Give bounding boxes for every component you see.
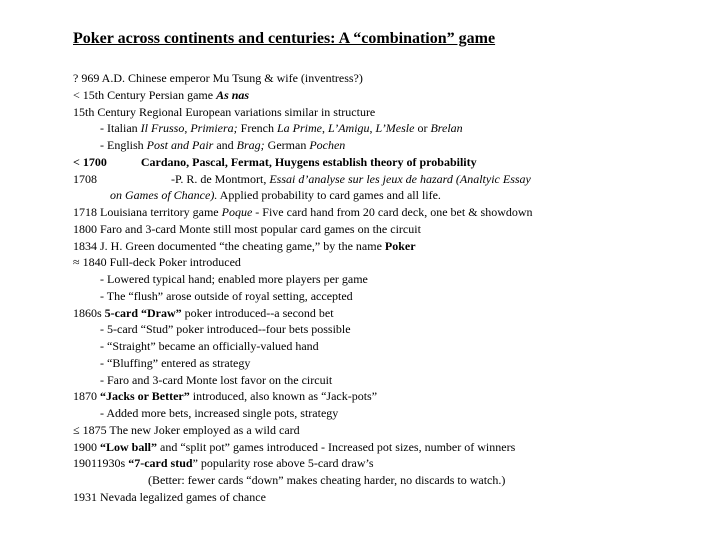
line-text: Cardano, Pascal, Fermat, Huygens establish theory of probability — [140, 154, 477, 169]
line-european: 15th Century Regional European variations similar in structure — [73, 104, 376, 119]
line-text: - English — [100, 138, 147, 152]
line-text: or — [414, 121, 431, 136]
line-text: introduced, also known as “Jack-pots” — [189, 389, 378, 404]
line-jacks — [73, 388, 713, 405]
game-name: Poque — [221, 205, 253, 219]
line-text: - Italian — [100, 121, 141, 136]
as-nas-term: As nas — [216, 87, 250, 102]
line-full-deck: ≈ 1840 Full-deck Poker introduced — [73, 255, 241, 270]
line-text: ” popularity rose above 5-card draw’s — [192, 456, 374, 471]
line-text: Applied probability to card games and all life. — [217, 188, 441, 203]
line-lowered: - Lowered typical hand; enabled more players per game — [100, 272, 368, 286]
game-name: Brelan — [430, 121, 463, 136]
line-nevada: 1931 Nevada legalized games of chance — [73, 489, 266, 504]
line-text: , — [184, 121, 191, 136]
line-italian-french — [73, 120, 713, 137]
line-text: -P. R. de Montmort, — [171, 171, 270, 186]
game-name: “Jacks or Better” — [100, 389, 190, 404]
game-name: “Low ball” — [100, 439, 158, 454]
year-label: 1708 — [73, 171, 97, 186]
line-faro: 1800 Faro and 3-card Monte still most popular card games on the circuit — [73, 221, 421, 236]
line-text: poker introduced--a second bet — [181, 305, 334, 320]
line-text: - Five card hand from 20 card deck, one bet & showdown — [252, 205, 533, 219]
line-louisiana — [73, 204, 713, 221]
game-name: Il Frusso — [140, 121, 185, 136]
game-name: L’Mesle — [375, 121, 415, 136]
game-name: L’Amigu — [327, 121, 370, 136]
line-text: and “split pot” games introduced - Increased pot sizes, number of winners — [157, 439, 516, 454]
timeline-text — [73, 70, 713, 506]
line-text: < 15th Century Persian game — [73, 87, 217, 102]
game-name: Primiera; — [190, 121, 238, 136]
line-text: 1718 Louisiana territory game — [73, 205, 222, 219]
year-label: < 1700 — [73, 154, 107, 169]
line-straight: - “Straight” became an officially-valued hand — [100, 339, 319, 353]
line-text: , — [369, 121, 376, 136]
poker-term: Poker — [384, 238, 416, 253]
game-name: “7-card stud — [128, 456, 193, 471]
year-label: 19011930s — [73, 456, 129, 471]
game-name: Pochen — [309, 138, 346, 152]
line-seven-card — [73, 455, 713, 472]
line-text: and — [213, 138, 237, 152]
line-faro-lost: - Faro and 3-card Monte lost favor on the circuit — [100, 372, 333, 387]
book-title: Essai d’analyse sur les jeux de hazard (Analtyic Essay — [269, 171, 531, 186]
line-bluffing: - “Bluffing” entered as strategy — [100, 355, 251, 370]
line-draw — [73, 305, 713, 322]
line-flush: - The “flush” arose outside of royal setting, accepted — [100, 288, 353, 303]
year-label: 1860s — [73, 305, 105, 320]
year-label: 1900 — [73, 439, 100, 454]
line-joker: ≤ 1875 The new Joker employed as a wild card — [73, 422, 300, 437]
line-text: , — [321, 121, 328, 136]
line-stud: - 5-card “Stud” poker introduced--four bets possible — [100, 322, 351, 337]
game-name: Post and Pair — [146, 138, 214, 152]
line-text: French — [237, 121, 277, 136]
line-text: German — [264, 138, 310, 152]
line-montmort-cont — [73, 187, 713, 204]
line-montmort — [73, 171, 713, 188]
line-lowball — [73, 439, 713, 456]
line-probability — [73, 154, 713, 171]
line-better: (Better: fewer cards “down” makes cheating harder, no discards to watch.) — [148, 473, 506, 487]
page-title: Poker across continents and centuries: A “combination” game — [73, 30, 496, 47]
line-green — [73, 238, 713, 255]
game-name: 5-card “Draw” — [104, 305, 182, 320]
line-text: 1834 J. H. Green documented “the cheating game,” by the name — [73, 238, 385, 253]
game-name: La Prime — [276, 121, 322, 136]
book-title: on Games of Chance). — [110, 188, 218, 203]
line-english-german — [73, 137, 713, 154]
line-chinese: ? 969 A.D. Chinese emperor Mu Tsung & wife (inventress?) — [73, 71, 363, 85]
line-persian — [73, 87, 713, 104]
line-added-bets: - Added more bets, increased single pots, strategy — [100, 406, 339, 420]
year-label: 1870 — [73, 389, 100, 404]
game-name: Brag; — [236, 138, 265, 152]
